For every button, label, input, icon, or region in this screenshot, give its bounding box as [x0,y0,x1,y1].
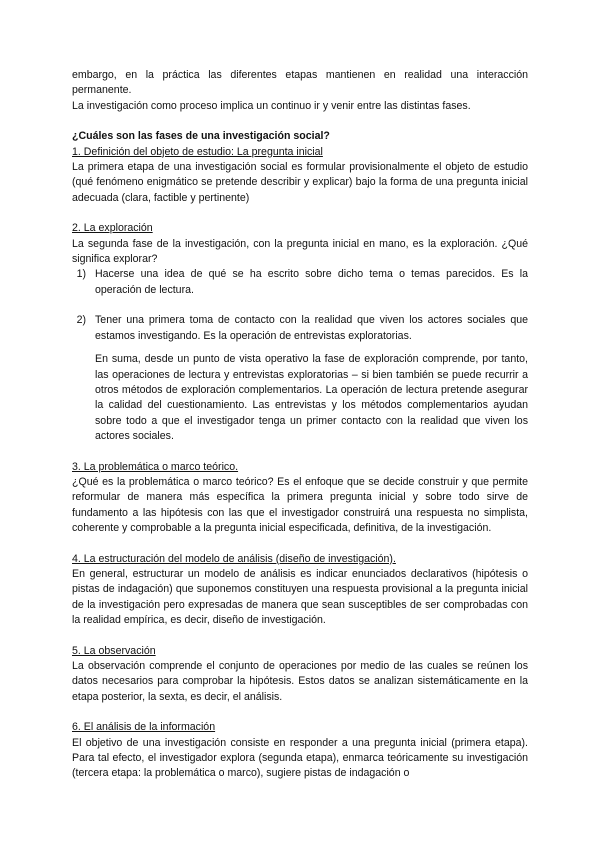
section-3-text: ¿Qué es la problemática o marco teórico? Es el enfoque que se decide construir y que permite reformular de manera más específica la primera pregunta inicial y sobre todo sirve de fundamento a las hipótesis con las que el investigador construirá una respuesta no simplista, coherente y comprobable a la pregunta inicial especificada, definitiva, de la investigación. [72,475,528,535]
list-item-text: Tener una primera toma de contacto con la realidad que viven los actores sociales que estamos investigando. Es la operación de entrevistas exploratorias. [95,314,528,342]
section-5-text: La observación comprende el conjunto de operaciones por medio de las cuales se reúnen los datos necesarios para comprobar la hipótesis. Estos datos se analizan sistemáticamente en la etapa posterior, la sexta, es decir, el análisis. [72,660,528,703]
list-item [72,313,528,344]
section-1-title: 1. Definición del objeto de estudio: La pregunta inicial [72,145,323,158]
section-2-text: La segunda fase de la investigación, con la pregunta inicial en mano, es la exploración. ¿Qué significa explorar? [72,237,528,266]
section-2-title: 2. La exploración [72,222,153,235]
list-item-number: 1) [76,268,86,281]
section-3-title: 3. La problemática o marco teórico. [72,460,239,473]
section-5-title: 5. La observación [72,644,156,657]
list-item [72,267,528,298]
intro-paragraph-2: La investigación como proceso implica un continuo ir y venir entre las distintas fases. [72,99,471,112]
document-page [72,68,528,782]
phases-question-heading: ¿Cuáles son las fases de una investigación social? [72,130,330,143]
section-1-text: La primera etapa de una investigación social es formular provisionalmente el objeto de estudio (qué fenómeno enigmático se pretende describir y explicar) bajo la forma de una pregunta inicial adecuada (clara, factible y pertinente) [72,161,528,204]
intro-paragraph-1: embargo, en la práctica las diferentes etapas mantienen en realidad una interacción permanente. [72,69,528,97]
section-6-title: 6. El análisis de la información [72,721,216,734]
section-2-summary: En suma, desde un punto de vista operativo la fase de exploración comprende, por tanto, las operaciones de lectura y entrevistas exploratorias – si bien también se puede recurrir a otros métodos de exploración complementarios. La operación de lectura pretende asegurar la calidad del cuestionamiento. Las entrevistas y los métodos complementarios ayudan sobre todo a que el investigador tenga un primer contacto con la realidad que viven los actores sociales. [95,353,528,443]
section-4-text: En general, estructurar un modelo de análisis es indicar enunciados declarativos (hipótesis o pistas de indagación) que suponemos constituyen una respuesta provisional a la pregunta inicial de la investigación pero expresadas de manera que sean susceptibles de ser comprobadas con la realidad empírica, es decir, diseño de investigación. [72,567,528,627]
exploration-list [72,267,528,344]
list-item-text: Hacerse una idea de qué se ha escrito sobre dicho tema o temas parecidos. Es la operación de lectura. [95,268,528,296]
section-4-title: 4. La estructuración del modelo de análisis (diseño de investigación). [72,552,396,565]
list-item-number: 2) [76,314,86,327]
section-6-text: El objetivo de una investigación consiste en responder a una pregunta inicial (primera etapa). Para tal efecto, el investigador explora (segunda etapa), enmarca teóricamente su investigación (tercera etapa: la problemática o marco), sugiere pistas de indagación o [72,736,528,780]
